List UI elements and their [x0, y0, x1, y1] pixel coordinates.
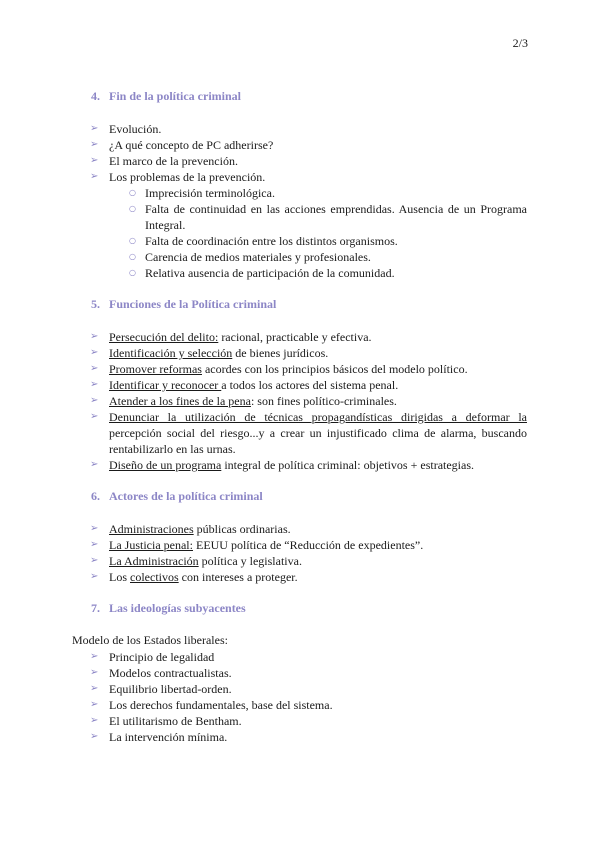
- list-item: ➢ Equilibrio libertad-orden.: [90, 681, 527, 697]
- list-item: [90, 329, 527, 345]
- list-item-text: percepción social del riesgo...y a crear un injustificado clima de alarma, buscando rentabilizarlo en las urnas.: [109, 426, 527, 456]
- list-item-underlined: Diseño de un programa: [109, 458, 222, 472]
- list-item: ➢ Modelos contractualistas.: [90, 665, 527, 681]
- list-item: ➢ El utilitarismo de Bentham.: [90, 713, 527, 729]
- list-item: ➢ El marco de la prevención.: [90, 153, 527, 169]
- section-4-title: Fin de la política criminal: [109, 89, 241, 103]
- list-item-text: acordes con los principios básicos del modelo político.: [201, 362, 468, 376]
- list-item: [90, 345, 527, 361]
- prevention-problems-list: [109, 185, 527, 281]
- section-4-number: 4.: [91, 89, 100, 103]
- list-item: ➢ ¿A qué concepto de PC adherirse?: [90, 137, 527, 153]
- list-item: [90, 553, 527, 569]
- page-number: 2/3: [512, 36, 528, 50]
- list-item-underlined: Administraciones: [109, 522, 194, 536]
- list-item: ➢ Los derechos fundamentales, base del sistema.: [90, 697, 527, 713]
- section-4-list: [90, 121, 527, 281]
- section-7-number: 7.: [91, 601, 100, 615]
- list-item-underlined: Identificar y reconocer: [109, 378, 222, 392]
- list-item-text: : son fines político-criminales.: [250, 394, 397, 408]
- sub-list-item: ○ Falta de coordinación entre los distintos organismos.: [109, 233, 527, 249]
- section-6-list: [90, 521, 527, 585]
- list-item-text: integral de política criminal: objetivos + estrategias.: [221, 458, 475, 472]
- list-item-underlined: Atender a los fines de la pena: [109, 394, 251, 408]
- list-item-text: EEUU política de “Reducción de expedientes”.: [192, 538, 424, 552]
- list-item: [90, 569, 527, 585]
- section-6-heading: [91, 489, 263, 504]
- list-item: ➢ La intervención mínima.: [90, 729, 527, 745]
- section-6-title: Actores de la política criminal: [109, 489, 263, 503]
- list-item-underlined: La Administración: [109, 554, 199, 568]
- list-item: [90, 409, 527, 457]
- list-item-text: a todos los actores del sistema penal.: [221, 378, 399, 392]
- sub-list-item: ○ Falta de continuidad en las acciones emprendidas. Ausencia de un Programa Integral.: [109, 201, 527, 233]
- list-item-underlined: Persecución del delito:: [109, 330, 219, 344]
- sub-list-item: ○ Relativa ausencia de participación de la comunidad.: [109, 265, 527, 281]
- list-item-text: de bienes jurídicos.: [232, 346, 329, 360]
- section-7-list: [90, 649, 527, 745]
- list-item: [90, 537, 527, 553]
- section-5-title: Funciones de la Política criminal: [109, 297, 277, 311]
- section-7-heading: [91, 601, 246, 616]
- section-6-number: 6.: [91, 489, 100, 503]
- list-item-text: racional, practicable y efectiva.: [218, 330, 372, 344]
- list-item-text: públicas ordinarias.: [193, 522, 291, 536]
- list-item-underlined: Promover reformas: [109, 362, 202, 376]
- section-7-intro: Modelo de los Estados liberales:: [72, 633, 228, 647]
- sub-list-item: ○ Imprecisión terminológica.: [109, 185, 527, 201]
- section-7-title: Las ideologías subyacentes: [109, 601, 246, 615]
- sub-list-item: ○ Carencia de medios materiales y profesionales.: [109, 249, 527, 265]
- list-item-underlined: La Justicia penal:: [109, 538, 193, 552]
- list-item: [90, 377, 527, 393]
- list-item: ➢ Evolución.: [90, 121, 527, 137]
- list-item: [90, 393, 527, 409]
- list-item-underlined: Identificación y selección: [109, 346, 233, 360]
- list-item: [90, 521, 527, 537]
- list-item-text: con intereses a proteger.: [178, 570, 298, 584]
- list-item: ➢ Principio de legalidad: [90, 649, 527, 665]
- list-item: [90, 457, 527, 473]
- section-5-number: 5.: [91, 297, 100, 311]
- list-item-text: Los problemas de la prevención.: [109, 170, 266, 184]
- section-4-heading: [91, 89, 241, 104]
- list-item: [90, 361, 527, 377]
- list-item: [90, 169, 527, 281]
- section-5-heading: [91, 297, 276, 312]
- list-item-prefix: Los: [109, 570, 130, 584]
- list-item-underlined: colectivos: [130, 570, 179, 584]
- list-item-text: política y legislativa.: [198, 554, 302, 568]
- list-item-underlined: Denunciar la utilización de técnicas propagandísticas dirigidas a deformar la: [109, 410, 527, 424]
- section-5-list: [90, 329, 527, 473]
